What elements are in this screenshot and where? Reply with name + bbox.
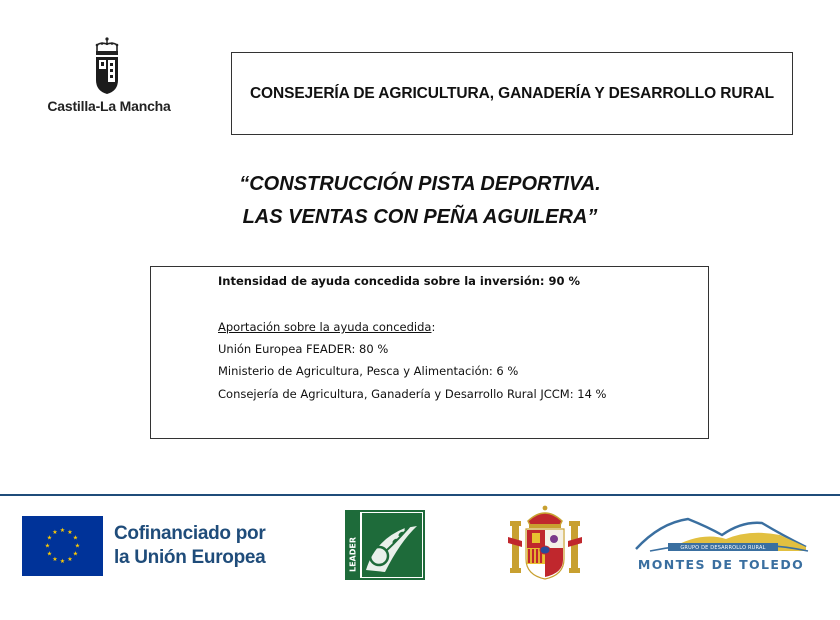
eu-text-line-2: la Unión Europea (114, 547, 266, 568)
project-title-line-2: LAS VENTAS CON PEÑA AGUILERA” (242, 206, 598, 228)
svg-text:★: ★ (46, 534, 53, 542)
eu-flag-icon (22, 516, 103, 576)
department-title: CONSEJERÍA DE AGRICULTURA, GANADERÍA Y DESARROLLO RURAL (249, 84, 775, 102)
svg-text:★: ★ (74, 542, 81, 550)
logo-text: Castilla-La Mancha (47, 98, 171, 114)
castilla-la-mancha-crest-icon (92, 36, 122, 96)
contribution-eu: Unión Europea FEADER: 80 % (218, 342, 389, 356)
svg-text:★: ★ (67, 556, 73, 563)
leader-logo-icon (345, 510, 425, 580)
castilla-la-mancha-logo (44, 36, 174, 116)
leader-text: LEADER (348, 536, 358, 572)
svg-text:★: ★ (44, 542, 51, 550)
montes-band-text: GRUPO DE DESARROLLO RURAL (680, 545, 766, 551)
contribution-heading-label: Aportación sobre la ayuda concedida (218, 320, 432, 334)
funding-info-box (150, 266, 709, 439)
contribution-heading (218, 320, 435, 334)
contribution-jccm: Consejería de Agricultura, Ganadería y Desarrollo Rural JCCM: 14 % (218, 387, 607, 401)
eu-cofinancing-text (114, 522, 265, 570)
spain-coat-of-arms-icon (508, 503, 582, 583)
svg-text:★: ★ (46, 550, 53, 558)
eu-text-line-1: Cofinanciado por (114, 523, 266, 544)
svg-text:★: ★ (59, 527, 66, 534)
svg-text:★: ★ (67, 529, 73, 536)
project-title (190, 168, 650, 234)
montes-de-toledo-name: MONTES DE TOLEDO (637, 557, 805, 572)
department-box (231, 52, 793, 135)
svg-text:★: ★ (72, 534, 79, 542)
svg-text:★: ★ (59, 558, 66, 565)
contribution-heading-colon: : (431, 320, 436, 334)
contribution-ministry: Ministerio de Agricultura, Pesca y Alimentación: 6 % (218, 364, 519, 378)
svg-text:★: ★ (72, 550, 79, 558)
svg-text:★: ★ (52, 529, 58, 536)
footer-divider (0, 494, 840, 496)
aid-intensity: Intensidad de ayuda concedida sobre la inversión: 90 % (218, 274, 581, 288)
montes-de-toledo-logo (630, 513, 812, 575)
project-title-line-1: “CONSTRUCCIÓN PISTA DEPORTIVA. (239, 173, 601, 195)
svg-text:★: ★ (52, 556, 58, 563)
